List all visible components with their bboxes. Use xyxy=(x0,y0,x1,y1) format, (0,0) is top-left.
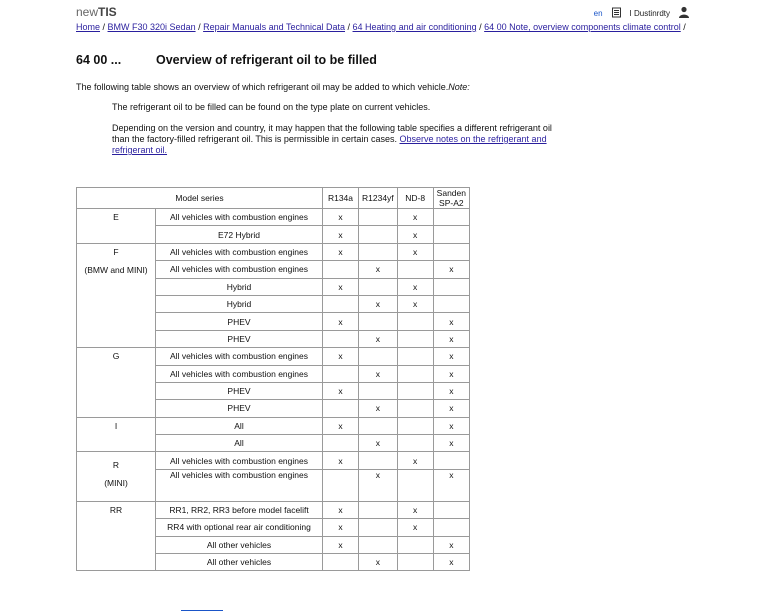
header-r134a: R134a xyxy=(323,188,359,209)
page-title: 64 00 ... Overview of refrigerant oil to be filled xyxy=(76,53,377,67)
sanden-cell: x xyxy=(433,536,469,553)
model-cell: All vehicles with combustion engines xyxy=(156,469,323,501)
r134a-cell xyxy=(323,554,359,571)
model-cell: All vehicles with combustion engines xyxy=(156,452,323,469)
r134a-cell: x xyxy=(323,536,359,553)
nd8-cell xyxy=(397,330,433,347)
r134a-cell xyxy=(323,435,359,452)
series-subtitle: (MINI) xyxy=(104,478,128,489)
r1234yf-cell xyxy=(359,243,398,260)
r134a-cell xyxy=(323,400,359,417)
sanden-cell: x xyxy=(433,330,469,347)
nd8-cell: x xyxy=(397,295,433,312)
r134a-cell: x xyxy=(323,226,359,243)
table-row xyxy=(77,348,470,365)
sanden-cell: x xyxy=(433,261,469,278)
nd8-cell xyxy=(397,554,433,571)
model-cell: PHEV xyxy=(156,313,323,330)
nd8-cell xyxy=(397,313,433,330)
r134a-cell: x xyxy=(323,348,359,365)
model-cell: RR4 with optional rear air conditioning xyxy=(156,519,323,536)
series-name: RR xyxy=(109,504,123,515)
r134a-cell: x xyxy=(323,519,359,536)
model-cell: PHEV xyxy=(156,400,323,417)
table-header-row xyxy=(77,188,470,209)
r134a-cell xyxy=(323,295,359,312)
refrigerant-oil-table xyxy=(76,187,470,571)
nd8-cell: x xyxy=(397,452,433,469)
footer-link-line xyxy=(181,610,223,611)
header-r1234yf: R1234yf xyxy=(359,188,398,209)
model-cell: All vehicles with combustion engines xyxy=(156,348,323,365)
r1234yf-cell: x xyxy=(359,469,398,501)
header-nd8: ND-8 xyxy=(397,188,433,209)
model-cell: Hybrid xyxy=(156,295,323,312)
model-cell: All xyxy=(156,435,323,452)
table-row xyxy=(77,209,470,226)
r134a-cell: x xyxy=(323,209,359,226)
r1234yf-cell xyxy=(359,348,398,365)
nd8-cell: x xyxy=(397,226,433,243)
table-row xyxy=(77,417,470,434)
sanden-cell: x xyxy=(433,400,469,417)
nd8-cell xyxy=(397,469,433,501)
breadcrumb-repair-manuals[interactable]: Repair Manuals and Technical Data xyxy=(203,22,346,32)
model-cell: All vehicles with combustion engines xyxy=(156,243,323,260)
r1234yf-cell xyxy=(359,382,398,399)
nd8-cell xyxy=(397,417,433,434)
r134a-cell: x xyxy=(323,243,359,260)
nd8-cell xyxy=(397,365,433,382)
sanden-cell xyxy=(433,243,469,260)
sanden-cell xyxy=(433,278,469,295)
header-sanden: Sanden SP-A2 xyxy=(433,188,469,209)
top-bar xyxy=(76,4,690,22)
model-cell: E72 Hybrid xyxy=(156,226,323,243)
sanden-cell: x xyxy=(433,382,469,399)
r1234yf-cell: x xyxy=(359,435,398,452)
r1234yf-cell: x xyxy=(359,400,398,417)
nd8-cell xyxy=(397,435,433,452)
series-cell xyxy=(77,243,156,347)
series-subtitle: (BMW and MINI) xyxy=(84,264,148,275)
header-model-series: Model series xyxy=(77,188,323,209)
sanden-cell xyxy=(433,452,469,469)
nd8-cell xyxy=(397,400,433,417)
sanden-cell xyxy=(433,501,469,518)
sanden-cell xyxy=(433,209,469,226)
model-cell: All other vehicles xyxy=(156,554,323,571)
sanden-cell: x xyxy=(433,469,469,501)
r1234yf-cell: x xyxy=(359,261,398,278)
r134a-cell: x xyxy=(323,278,359,295)
model-cell: RR1, RR2, RR3 before model facelift xyxy=(156,501,323,518)
refrigerant-notes-link[interactable]: Observe notes on the refrigerant and refrigerant oil. xyxy=(112,134,547,155)
model-cell: All vehicles with combustion engines xyxy=(156,209,323,226)
r1234yf-cell xyxy=(359,501,398,518)
sanden-cell xyxy=(433,226,469,243)
sanden-cell: x xyxy=(433,365,469,382)
r1234yf-cell xyxy=(359,452,398,469)
note-permissible: Depending on the version and country, it may happen that the following table specifies a different refrigerant oil than the factory-filled refrigerant oil. This is permissible in certain cases. Observe notes on the refrigerant and refrigerant oil. xyxy=(112,123,552,155)
nd8-cell: x xyxy=(397,209,433,226)
r134a-cell xyxy=(323,261,359,278)
series-name: E xyxy=(113,212,119,222)
series-cell xyxy=(77,209,156,244)
r134a-cell xyxy=(323,365,359,382)
r134a-cell: x xyxy=(323,452,359,469)
nd8-cell: x xyxy=(397,278,433,295)
r1234yf-cell xyxy=(359,278,398,295)
sanden-cell xyxy=(433,295,469,312)
table-row xyxy=(77,501,470,518)
series-cell xyxy=(77,452,156,501)
r1234yf-cell: x xyxy=(359,554,398,571)
r1234yf-cell: x xyxy=(359,330,398,347)
model-cell: Hybrid xyxy=(156,278,323,295)
nd8-cell: x xyxy=(397,519,433,536)
model-cell: PHEV xyxy=(156,382,323,399)
nd8-cell xyxy=(397,348,433,365)
breadcrumb-heating[interactable]: 64 Heating and air conditioning xyxy=(352,22,477,32)
table-row xyxy=(77,243,470,260)
user-name[interactable]: I Dustinrdty xyxy=(629,8,670,18)
breadcrumb: Home / BMW F30 320i Sedan / Repair Manuals and Technical Data / 64 Heating and air conditioning / 64 00 Note, overview components climate control / xyxy=(76,22,686,32)
sanden-cell: x xyxy=(433,313,469,330)
series-name: F xyxy=(113,246,119,257)
model-cell: All vehicles with combustion engines xyxy=(156,261,323,278)
r1234yf-cell xyxy=(359,536,398,553)
model-cell: All vehicles with combustion engines xyxy=(156,365,323,382)
r134a-cell xyxy=(323,330,359,347)
series-name: R xyxy=(112,460,120,471)
app-logo[interactable]: newTIS xyxy=(76,5,117,19)
language-selector[interactable]: en xyxy=(593,8,603,18)
sanden-cell: x xyxy=(433,554,469,571)
sanden-cell: x xyxy=(433,348,469,365)
table-row xyxy=(77,452,470,469)
nd8-cell xyxy=(397,536,433,553)
series-cell xyxy=(77,348,156,418)
building-icon[interactable] xyxy=(611,7,622,20)
nd8-cell: x xyxy=(397,243,433,260)
header-tools xyxy=(594,6,690,20)
r1234yf-cell xyxy=(359,209,398,226)
note-type-plate: The refrigerant oil to be filled can be found on the type plate on current vehicles. xyxy=(112,102,431,112)
r134a-cell: x xyxy=(323,501,359,518)
breadcrumb-vehicle[interactable]: BMW F30 320i Sedan xyxy=(107,22,196,32)
nd8-cell xyxy=(397,382,433,399)
intro-text: The following table shows an overview of which refrigerant oil may be added to which vehicle.Note: xyxy=(76,82,470,92)
r134a-cell: x xyxy=(323,313,359,330)
series-name: G xyxy=(112,351,120,362)
model-cell: All xyxy=(156,417,323,434)
nd8-cell: x xyxy=(397,501,433,518)
breadcrumb-home[interactable]: Home xyxy=(76,22,101,32)
model-cell: All other vehicles xyxy=(156,536,323,553)
user-icon[interactable] xyxy=(678,6,690,20)
r1234yf-cell: x xyxy=(359,365,398,382)
r1234yf-cell xyxy=(359,226,398,243)
series-cell xyxy=(77,417,156,452)
model-cell: PHEV xyxy=(156,330,323,347)
r1234yf-cell xyxy=(359,313,398,330)
r134a-cell: x xyxy=(323,417,359,434)
sanden-cell: x xyxy=(433,417,469,434)
sanden-cell: x xyxy=(433,435,469,452)
sanden-cell xyxy=(433,519,469,536)
breadcrumb-climate-control[interactable]: 64 00 Note, overview components climate control xyxy=(484,22,681,32)
r134a-cell: x xyxy=(323,382,359,399)
r1234yf-cell: x xyxy=(359,295,398,312)
series-name: I xyxy=(114,420,118,431)
r1234yf-cell xyxy=(359,417,398,434)
r1234yf-cell xyxy=(359,519,398,536)
nd8-cell xyxy=(397,261,433,278)
note-label: Note: xyxy=(448,82,470,92)
series-cell xyxy=(77,501,156,571)
r134a-cell xyxy=(323,469,359,501)
